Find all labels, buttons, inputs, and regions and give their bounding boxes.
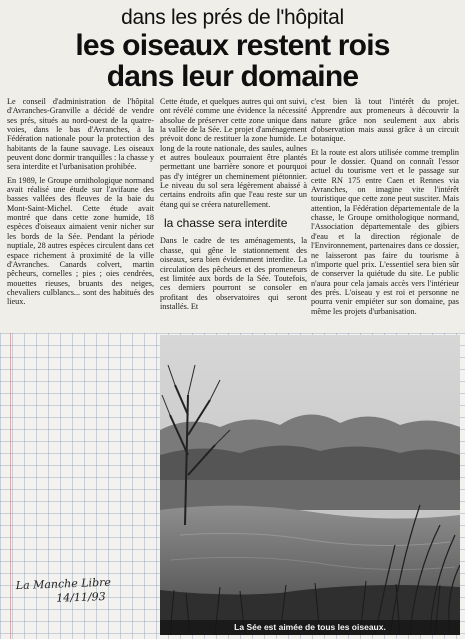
handwritten-date: 14/11/93 (56, 589, 106, 605)
notebook-margin-line (10, 333, 11, 639)
article-headline (0, 30, 465, 92)
paragraph: En 1989, le Groupe ornithologique normand avait réalisé une étude sur l'avifaune des basses vallées des fleuves de la baie du Mont-Saint-Michel. Cette étude avait montré que dans cette zone humide, 18 espèces d'oiseaux aimaient venir nicher sur les bords de la Sée. Pendant la période nuptiale, 28 autres espèces circulent dans cet espace richement à proximité de la ville d'Avranches. Canards colvert, martin pêcheurs, cornelles ; pies ; oies cendrées, mouettes rieuses, bruants des neiges, chevaliers culblancs... sont des habitués des lieux. (7, 175, 154, 307)
article-kicker: dans les prés de l'hôpital (121, 6, 344, 29)
headline-line-2: dans leur domaine (106, 60, 359, 93)
column-2 (160, 97, 307, 315)
river-photo (160, 335, 460, 635)
paragraph: Dans le cadre de tes aménagements, la chasse, qui gêne le stationnement des oiseaux, sera bien évidemment interdite. La circulation des pêcheurs et des promeneurs est limitée aux bords de la Sée. Toutefois, ces derniers pourront se consoler en profitant des observatoires qui seront installés. Et (160, 236, 307, 311)
paragraph: c'est bien là tout l'intérêt du projet. Apprendre aux promeneurs à découvrir la nature grâce non seulement aux abris d'observation mais aussi grâce à un circuit botanique. (311, 97, 459, 144)
paragraph: Le conseil d'administration de l'hôpital d'Avranches-Granville a décidé de vendre ses prés, situés au nord-ouest de la quatre-voies, dans le bas d'Avranches, à la Fédération nationale pour la protection des habitants de la faune sauvage. Les oiseaux peuvent donc dormir tranquilles : la chasse y sera interdite et l'urbanisation prohibée. (7, 97, 154, 172)
column-3 (311, 97, 459, 320)
handwritten-source: La Manche Libre (15, 575, 112, 593)
paragraph: Cette étude, et quelques autres qui ont suivi, ont révélé comme une évidence la nécessité absolue de préserver cette zone unique dans la vallée de la Sée. Le projet d'aménagement prévoit donc de restituer la zone humide. Le long de la route nationale, des saules, aulnes et autres bouleaux pourraient être plantés permettant une barrière sonore et pourquoi pas d'y intégrer un cheminement piétonnier. Le niveau du sol sera légèrement abaissé à certains endroits afin que l'eau reste sur un étang qui se créera naturellement. (160, 97, 307, 209)
column-1 (7, 97, 154, 311)
section-subhead: la chasse sera interdite (164, 216, 288, 231)
paragraph: Et la route est alors utilisée comme tremplin pour le dossier. Quand on connaît l'essor actuel du tourisme vert et le passage sur cette RN 175 entre Caen et Rennes via Avranches, on imagine vite l'intérêt touristique que cette zone peut susciter. Mais attention, la Fédération départementale de la chasse, le Groupe ornithologique normand, l'Association départementale des gibiers d'eau et la direction régionale de l'Environnement, partenaires dans ce dossier, ne laisseront pas faire du tourisme à n'importe quel prix. L'essentiel sera bien sûr de conserver la quiétude du site. Le public n'aura pour cela jamais accès vers l'intérieur des prés. L'oiseau y est roi et personne ne pourra venir empiéter sur son domaine, pas même les projets d'urbanisation. (311, 147, 459, 316)
photo-caption: La Sée est aimée de tous les oiseaux. (160, 620, 460, 635)
handwritten-annotation (16, 575, 137, 607)
river-photo-image (160, 335, 460, 635)
headline-line-1: les oiseaux restent rois (75, 29, 390, 62)
